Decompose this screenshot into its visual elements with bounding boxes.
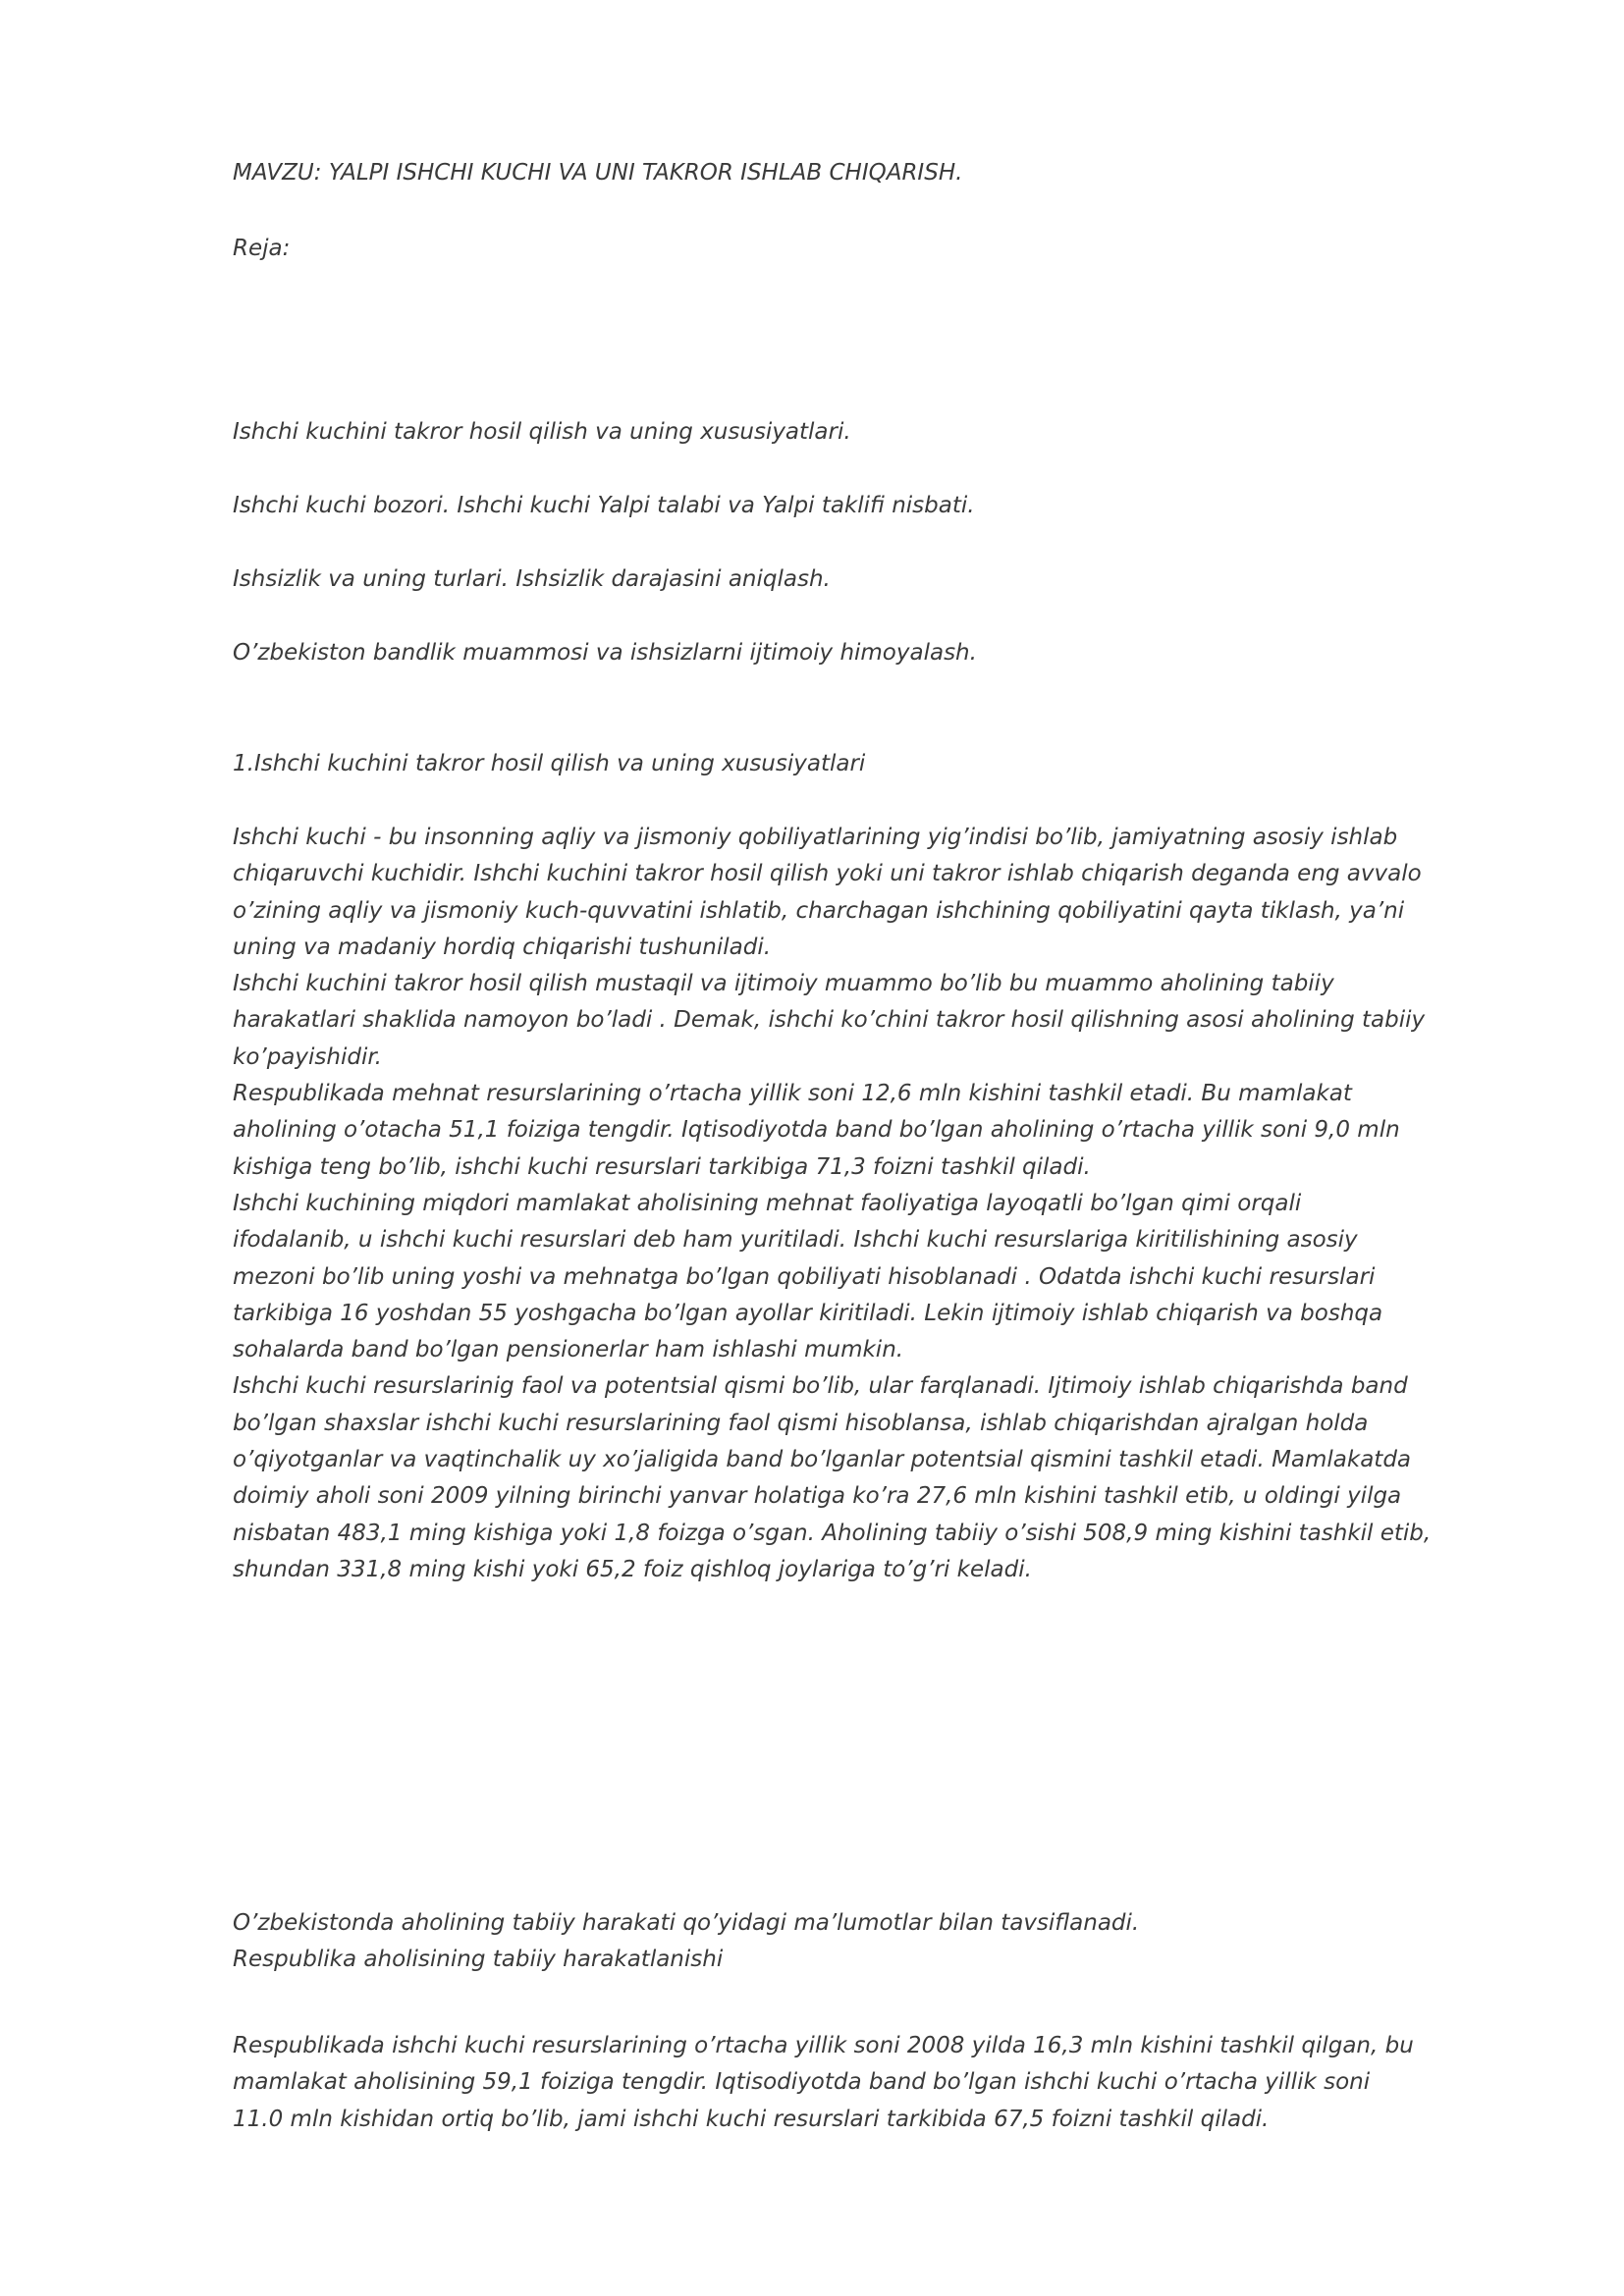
- body-line: o’zining aqliy va jismoniy kuch-quvvatini ishlatib, charchagan ishchining qobiliyatini qayta tiklash, ya’ni: [233, 897, 1405, 924]
- final-line: 11.0 mln kishidan ortiq bo’lib, jami ishchi kuchi resurslari tarkibida 67,5 foizni tashkil qiladi.: [233, 2106, 1270, 2132]
- body-line: o’qiyotganlar va vaqtinchalik uy xo’jaligida band bo’lganlar potentsial qismini tashkil etadi. Mamlakatda: [233, 1447, 1412, 1473]
- body-line: chiqaruvchi kuchidir. Ishchi kuchini takror hosil qilish yoki uni takror ishlab chiqarish deganda eng avvalo: [233, 861, 1422, 887]
- body-line: tarkibiga 16 yoshdan 55 yoshgacha bo’lgan ayollar kiritiladi. Lekin ijtimoiy ishlab chiqarish va boshqa: [233, 1300, 1383, 1326]
- body-line: Respublikada mehnat resurslarining o’rtacha yillik soni 12,6 mln kishini tashkil etadi. Bu mamlakat: [233, 1081, 1352, 1107]
- body-line: harakatlari shaklida namoyon bo’ladi . Demak, ishchi ko’chini takror hosil qilishning asosi aholining tabiiy: [233, 1007, 1426, 1034]
- body-line: Ishchi kuchining miqdori mamlakat aholisining mehnat faoliyatiga layoqatli bo’lgan qimi orqali: [233, 1190, 1302, 1216]
- plan-item: O’zbekiston bandlik muammosi va ishsizlarni ijtimoiy himoyalash.: [233, 640, 977, 666]
- body-line: kishiga teng bo’lib, ishchi kuchi resurslari tarkibiga 71,3 foizni tashkil qiladi.: [233, 1153, 1091, 1180]
- document-title: MAVZU: YALPI ISHCHI KUCHI VA UNI TAKROR ISHLAB CHIQARISH.: [233, 160, 963, 186]
- plan-item: Ishchi kuchini takror hosil qilish va uning xususiyatlari.: [233, 419, 851, 445]
- section-heading: 1.Ishchi kuchini takror hosil qilish va uning xususiyatlari: [233, 751, 866, 776]
- body-line: ifodalanib, u ishchi kuchi resurslari deb ham yuritiladi. Ishchi kuchi resurslariga kiritilishining asosiy: [233, 1227, 1358, 1254]
- reja-label: Reja:: [233, 236, 291, 261]
- body-line: doimiy aholi soni 2009 yilning birinchi yanvar holatiga ko’ra 27,6 mln kishini tashkil etib, u oldingi yilga: [233, 1483, 1402, 1510]
- body-line: nisbatan 483,1 ming kishiga yoki 1,8 foizga o’sgan. Aholining tabiiy o’sishi 508,9 ming kishini tashkil etib,: [233, 1520, 1432, 1546]
- body-line: shundan 331,8 ming kishi yoki 65,2 foiz qishloq joylariga to’g’ri keladi.: [233, 1556, 1032, 1582]
- caption-line: O’zbekistonda aholining tabiiy harakati qo’yidagi ma’lumotlar bilan tavsiflanadi.: [233, 1910, 1140, 1936]
- body-line: mezoni bo’lib uning yoshi va mehnatga bo’lgan qobiliyati hisoblanadi . Odatda ishchi kuchi resurslari: [233, 1263, 1376, 1290]
- body-line: aholining o’otacha 51,1 foiziga tengdir. Iqtisodiyotda band bo’lgan aholining o’rtacha yillik soni 9,0 mln: [233, 1117, 1400, 1144]
- caption-line: Respublika aholisining tabiiy harakatlanishi: [233, 1947, 724, 1973]
- final-line: Respublikada ishchi kuchi resurslarining o’rtacha yillik soni 2008 yilda 16,3 mln kishini tashkil qilgan, bu: [233, 2033, 1414, 2058]
- body-line: uning va madaniy hordiq chiqarishi tushuniladi.: [233, 934, 772, 960]
- body-line: Ishchi kuchi resurslarinig faol va potentsial qismi bo’lib, ular farqlanadi. Ijtimoiy ishlab chiqarishda band: [233, 1373, 1408, 1400]
- plan-item: Ishsizlik va uning turlari. Ishsizlik darajasini aniqlash.: [233, 566, 831, 592]
- body-line: ko’payishidir.: [233, 1043, 382, 1070]
- table-caption: [233, 1905, 1139, 1979]
- body-line: Ishchi kuchini takror hosil qilish mustaqil va ijtimoiy muammo bo’lib bu muammo aholining tabiiy: [233, 971, 1334, 997]
- plan-item: Ishchi kuchi bozori. Ishchi kuchi Yalpi talabi va Yalpi taklifi nisbati.: [233, 493, 975, 518]
- final-paragraph: [233, 2028, 1414, 2138]
- body-paragraphs: [233, 820, 1431, 1588]
- body-line: Ishchi kuchi - bu insonning aqliy va jismoniy qobiliyatlarining yig’indisi bo’lib, jamiyatning asosiy ishlab: [233, 825, 1398, 850]
- body-line: sohalarda band bo’lgan pensionerlar ham ishlashi mumkin.: [233, 1337, 904, 1363]
- final-line: mamlakat aholisining 59,1 foiziga tengdir. Iqtisodiyotda band bo’lgan ishchi kuchi o’rtacha yillik soni: [233, 2069, 1371, 2096]
- body-line: bo’lgan shaxslar ishchi kuchi resurslarining faol qismi hisoblansa, ishlab chiqarishdan ajralgan holda: [233, 1410, 1369, 1436]
